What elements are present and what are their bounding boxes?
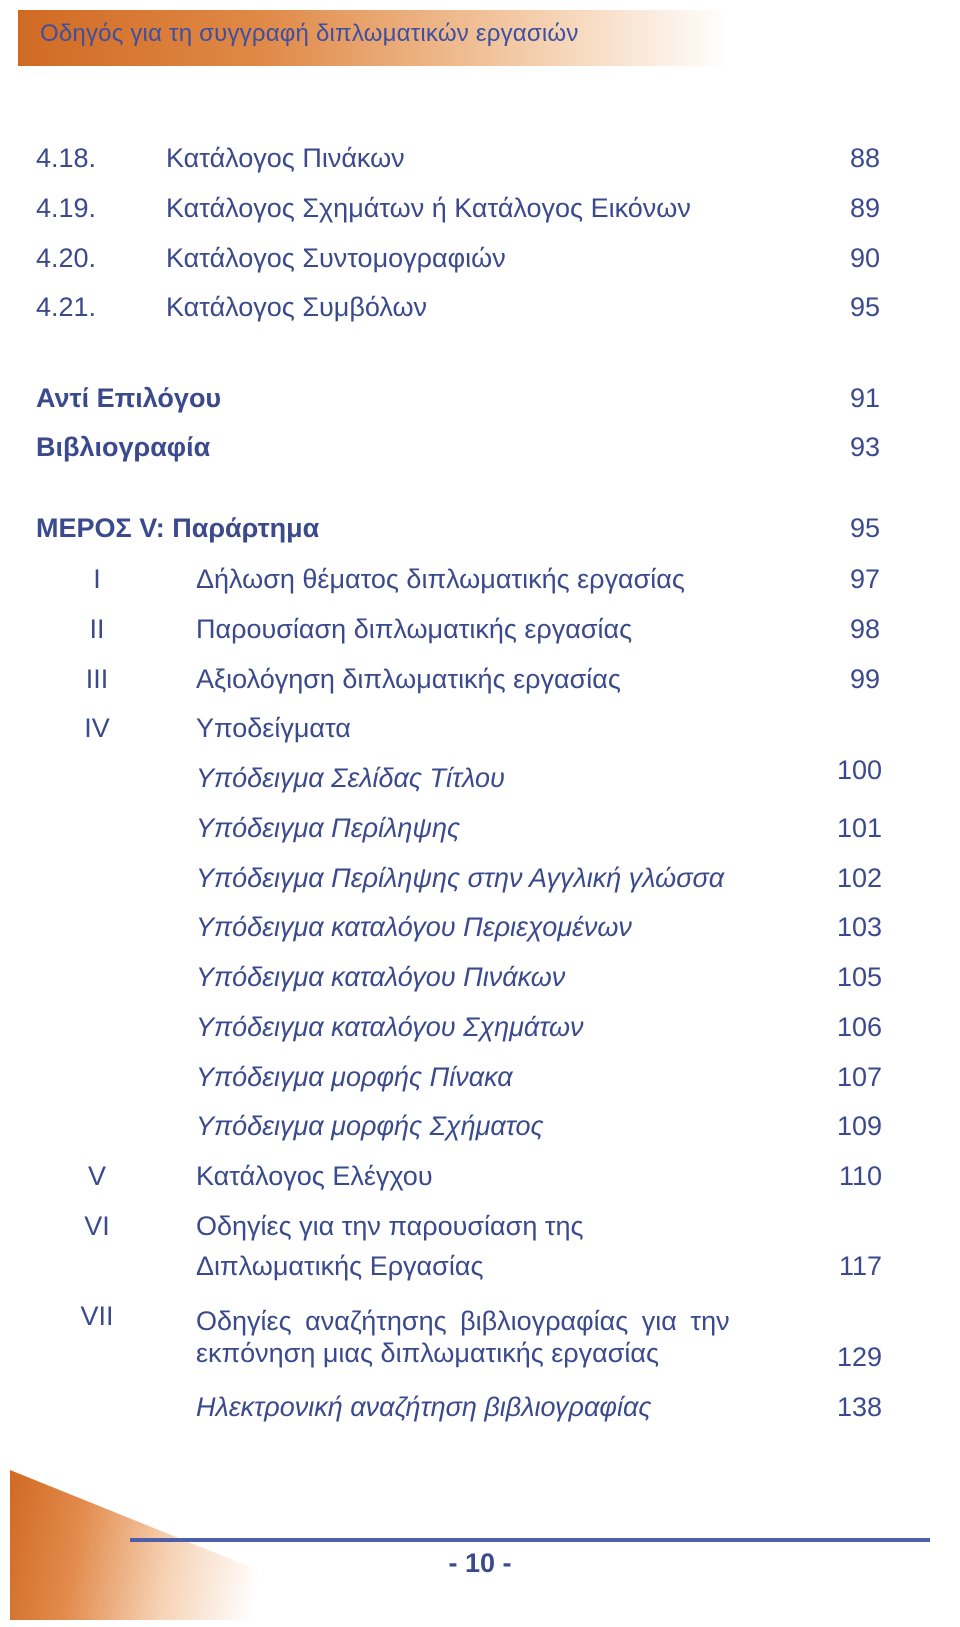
sample-title[interactable]: Υπόδειγμα μορφής Πίνακα	[196, 1062, 513, 1092]
appendix-title-line2[interactable]: Διπλωματικής Εργασίας	[196, 1251, 484, 1281]
toc-page: 110	[838, 1161, 882, 1191]
toc-page: 90	[849, 243, 880, 273]
toc-page: 117	[838, 1251, 882, 1281]
toc-page: 129	[836, 1342, 882, 1372]
toc-page: 88	[849, 143, 880, 173]
appendix-roman: II	[89, 614, 105, 644]
toc-page: 138	[836, 1392, 882, 1422]
toc-num: 4.18.	[36, 143, 97, 173]
toc-part-title[interactable]: ΜΕΡΟΣ V: Παράρτημα	[36, 513, 320, 543]
toc-title[interactable]: Κατάλογος Συμβόλων	[166, 292, 428, 322]
toc-title[interactable]: Κατάλογος Συντομογραφιών	[166, 243, 506, 273]
toc-page: 99	[849, 664, 880, 694]
sample-title[interactable]: Υπόδειγμα μορφής Σχήματος	[196, 1111, 544, 1141]
toc-title[interactable]: Κατάλογος Σχημάτων ή Κατάλογος Εικόνων	[166, 193, 691, 223]
appendix-roman: VI	[84, 1211, 110, 1241]
toc-page: 98	[849, 614, 880, 644]
toc-page: 101	[836, 813, 882, 843]
footer-rule	[130, 1538, 930, 1542]
appendix-roman: IV	[84, 713, 110, 743]
appendix-roman: VII	[80, 1301, 114, 1331]
appendix-roman: V	[87, 1161, 106, 1191]
appendix-title[interactable]: Αξιολόγηση διπλωματικής εργασίας	[196, 664, 621, 694]
toc-title[interactable]: Κατάλογος Πινάκων	[166, 143, 405, 173]
footer-decoration	[10, 1470, 300, 1620]
appendix-roman: I	[93, 564, 101, 594]
appendix-title[interactable]: Δήλωση θέματος διπλωματικής εργασίας	[196, 564, 685, 594]
running-header: Οδηγός για τη συγγραφή διπλωματικών εργασιών	[40, 20, 579, 47]
toc-page: 91	[849, 383, 880, 413]
appendix-title-line1[interactable]: Οδηγίες αναζήτησης βιβλιογραφίας για την	[196, 1306, 730, 1336]
toc-section-title[interactable]: Αντί Επιλόγου	[36, 383, 222, 413]
toc-page: 102	[836, 863, 882, 893]
sample-title[interactable]: Υπόδειγμα Περίληψης	[196, 813, 461, 843]
toc-page: 103	[836, 912, 882, 942]
appendix-title-line2[interactable]: εκπόνηση μιας διπλωματικής εργασίας	[196, 1338, 660, 1368]
toc-page: 106	[836, 1012, 882, 1042]
sample-title[interactable]: Υπόδειγμα Σελίδας Τίτλου	[196, 763, 505, 793]
toc-num: 4.20.	[36, 243, 97, 273]
appendix-title[interactable]: Υποδείγματα	[196, 713, 351, 743]
appendix-title-line1[interactable]: Οδηγίες για την παρουσίαση της	[196, 1211, 584, 1241]
sample-title[interactable]: Ηλεκτρονική αναζήτηση βιβλιογραφίας	[196, 1392, 652, 1422]
toc-page: 93	[849, 432, 880, 462]
sample-title[interactable]: Υπόδειγμα Περίληψης στην Αγγλική γλώσσα	[196, 863, 725, 893]
toc-section-title[interactable]: Βιβλιογραφία	[36, 432, 211, 462]
toc-page: 89	[849, 193, 880, 223]
appendix-roman: III	[85, 664, 109, 694]
toc-page: 107	[836, 1062, 882, 1092]
toc-page: 95	[849, 513, 880, 543]
sample-title[interactable]: Υπόδειγμα καταλόγου Περιεχομένων	[196, 912, 632, 942]
toc-page: 95	[849, 292, 880, 322]
toc-num: 4.19.	[36, 193, 97, 223]
sample-title[interactable]: Υπόδειγμα καταλόγου Πινάκων	[196, 962, 566, 992]
appendix-title[interactable]: Κατάλογος Ελέγχου	[196, 1161, 433, 1191]
toc-page: 109	[836, 1111, 882, 1141]
sample-title[interactable]: Υπόδειγμα καταλόγου Σχημάτων	[196, 1012, 584, 1042]
toc-page: 97	[849, 564, 880, 594]
page-number: - 10 -	[448, 1548, 512, 1578]
toc-page: 100	[836, 755, 882, 785]
toc-num: 4.21.	[36, 292, 97, 322]
toc-page: 105	[836, 962, 882, 992]
appendix-title[interactable]: Παρουσίαση διπλωματικής εργασίας	[196, 614, 633, 644]
